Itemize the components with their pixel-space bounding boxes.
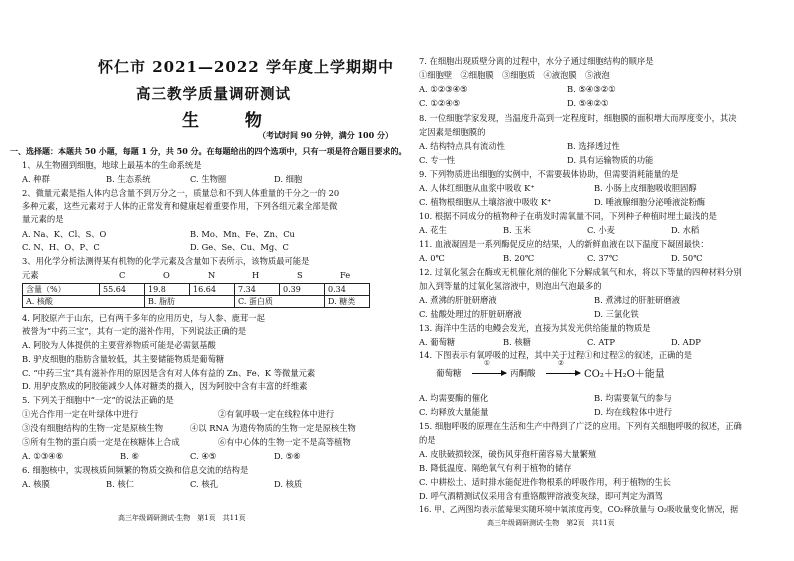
question-14: 14. 下图表示有氧呼吸的过程，其中关于过程①和过程②的叙述，正确的是 — [419, 350, 693, 360]
q1-option-d: D. 细胞 — [274, 174, 303, 184]
table-cell: B. 脂肪 — [145, 296, 235, 308]
q12-option-b: B. 煮沸过的肝脏研磨液 — [594, 295, 681, 305]
q6-option-a: A. 核膜 — [22, 479, 50, 489]
question-8-cont: 定因素是细胞膜的 — [419, 127, 486, 137]
q1-option-b: B. 生态系统 — [106, 174, 151, 184]
table-cell: A. 核酸 — [23, 296, 145, 308]
q7-option-d: D. ⑤④②① — [567, 98, 609, 108]
q5-option-b: B. ⑥ — [120, 451, 139, 461]
question-2: 2、微量元素是指人体内总含量不到万分之一，质量总和不到人体重量的千分之一的 20 — [22, 188, 340, 198]
q14-option-d: D. 均在线粒体中进行 — [594, 407, 673, 417]
question-2-cont: 量元素的是 — [22, 214, 64, 224]
q7-option-b: B. ⑤④③②① — [567, 84, 616, 94]
question-13: 13. 海洋中生活的电鳗会发光，直接为其发光供给能量的物质是 — [419, 323, 651, 333]
q5-statement-3: ③没有细胞结构的生物一定是原核生物 — [22, 423, 164, 433]
q12-option-c: C. 盐酸处理过的肝脏研磨液 — [419, 309, 522, 319]
question-1: 1、从生物圈到细胞，地球上最基本的生命系统是 — [22, 160, 202, 170]
q13-option-d: D. ADP — [671, 337, 701, 347]
question-8: 8. 一位细胞学家发现，当温度升高到一定程度时，细胞膜的面积增大而厚度变小，其决 — [419, 113, 737, 123]
q6-option-c: C. 核孔 — [190, 479, 218, 489]
question-3: 3、用化学分析法测得某有机物的化学元素及含量如下表所示，该物质最可能是 — [22, 256, 310, 266]
table-row — [23, 296, 370, 308]
composition-table — [22, 283, 370, 308]
q14-option-c: C. 均释放大量能量 — [419, 407, 489, 417]
q8-option-a: A. 结构特点具有流动性 — [419, 141, 505, 151]
question-15-cont: 的是 — [419, 435, 436, 445]
question-9: 9. 下列物质进出细胞的实例中，不需要载体协助，但需要消耗能量的是 — [419, 169, 679, 179]
q12-option-d: D. 三氯化铁 — [594, 309, 639, 319]
table-cell: 16.64 — [190, 284, 235, 296]
q11-option-c: C. 37℃ — [587, 253, 619, 263]
q4-option-a: A. 阿胶为人体提供的主要营养物质可能是必需氨基酸 — [22, 340, 216, 350]
table-cell: 19.8 — [145, 284, 190, 296]
q12-option-a: A. 煮沸的肝脏研磨液 — [419, 295, 497, 305]
question-4-cont: 被誉为“中药三宝”，其有一定的滋补作用，下列说法正确的是 — [22, 326, 247, 336]
question-10: 10. 根据不同成分的植物种子在萌发时需氧量不同，下列种子种植时埋土最浅的是 — [419, 211, 717, 221]
q6-option-b: B. 核仁 — [106, 479, 134, 489]
question-15: 15. 细胞呼吸的原理在生活和生产中得到了广泛的应用。下列有关细胞呼吸的叙述，正确 — [419, 421, 742, 431]
q2-option-d: D. Ge、Se、Cu、Mg、C — [190, 242, 289, 252]
q13-option-c: C. ATP — [587, 337, 615, 347]
q5-option-d: D. ⑤⑥ — [274, 451, 301, 461]
q8-option-d: D. 具有运输物质的功能 — [567, 155, 654, 165]
table-cell: D. 糖类 — [325, 296, 370, 308]
page-right — [397, 0, 794, 561]
q14-option-b: B. 均需要氧气的参与 — [594, 393, 672, 403]
pyruvate-label: 丙酮酸 — [510, 369, 536, 379]
q15-option-c: C. 中耕松土、适时排水能促进作物根系的呼吸作用，利于植物的生长 — [419, 477, 671, 487]
q15-option-d: D. 呼气酒精测试仪采用含有重铬酸钾溶液变灰绿，即可判定为酒驾 — [419, 491, 663, 501]
element-n: N — [208, 270, 216, 280]
question-11: 11. 血液凝固是一系列酶促反应的结果，人的新鲜血液在以下温度下凝固最快： — [419, 239, 709, 249]
question-4: 4. 阿胶原产于山东，已有两千多年的应用历史，与人参、鹿茸一起 — [22, 313, 265, 323]
element-fe: Fe — [340, 270, 351, 280]
q2-option-a: A. Na、K、Cl、S、O — [22, 229, 107, 239]
q10-option-b: B. 玉米 — [503, 225, 531, 235]
table-cell: 55.64 — [100, 284, 145, 296]
exam-subject: 生 物 — [182, 111, 282, 131]
exam-title-line1: 怀仁市 2021—2022 学年度上学期期中 — [98, 58, 394, 76]
table-cell: C. 蛋白质 — [235, 296, 325, 308]
q4-option-c: C. “中药三宝”具有滋补作用的原因是含有对人体有益的 Zn、Fe、K 等微量元素 — [22, 368, 316, 378]
element-h: H — [252, 270, 260, 280]
q5-statement-1: ①光合作用一定在叶绿体中进行 — [22, 409, 139, 419]
question-6: 6. 细胞核中，实现核质间频繁的物质交换和信息交流的结构是 — [22, 465, 249, 475]
step2-label: ② — [558, 359, 564, 367]
q10-option-a: A. 花生 — [419, 225, 447, 235]
element-label: 元素 — [22, 270, 39, 280]
page-footer: 高三年级调研测试·生物 第1页 共11页 — [118, 514, 246, 522]
page-footer: 高三年级调研测试·生物 第2页 共11页 — [487, 519, 615, 527]
table-cell: 含量（%） — [23, 284, 100, 296]
q7-option-a: A. ①②③④⑤ — [419, 84, 468, 94]
arrow-step2 — [546, 373, 580, 374]
q10-option-d: D. 水稻 — [671, 225, 700, 235]
element-o: O — [163, 270, 170, 280]
step1-label: ① — [484, 359, 490, 367]
q5-statement-5: ⑤所有生物的蛋白质一定是在核糖体上合成 — [22, 437, 180, 447]
table-cell: 7.34 — [235, 284, 280, 296]
section-heading: 一、选择题：本题共 50 小题，每题 1 分，共 50 分。在每题给出的四个选项中，只有一项是符合题目要求的。 — [10, 146, 407, 156]
q11-option-b: B. 20℃ — [503, 253, 535, 263]
q14-option-a: A. 均需要酶的催化 — [419, 393, 489, 403]
table-row — [23, 284, 370, 296]
q13-option-a: A. 葡萄糖 — [419, 337, 456, 347]
exam-title-line2: 高三教学质量调研测试 — [136, 86, 291, 103]
q10-option-c: C. 小麦 — [587, 225, 615, 235]
question-2-cont: 多种元素，这些元素对于人体的正常发育和健康起着重要作用，下列各组元素全部是微 — [22, 201, 338, 211]
question-12-cont: 加入到等量的过氧化氢溶液中，则泡出气泡最多的 — [419, 281, 602, 291]
q8-option-b: B. 选择透过性 — [567, 141, 620, 151]
question-16: 16. 甲、乙两图均表示蓝莓果实随环境中氧浓度再变，CO₂释放量与 O₂吸收量变化情况，据 — [419, 505, 739, 514]
q15-option-a: A. 皮肤破损较深，破伤风芽孢杆菌容易大量繁殖 — [419, 449, 597, 459]
question-7: 7. 在细胞出现质壁分离的过程中，水分子通过细胞结构的顺序是 — [419, 56, 654, 66]
q15-option-b: B. 降低温度、隔绝氧气有利于植物的储存 — [419, 463, 572, 473]
respiration-diagram — [436, 359, 696, 384]
q4-option-d: D. 用驴皮熬成的阿胶能减少人体对糖类的摄入，因为阿胶中含有丰富的纤维素 — [22, 381, 308, 391]
q5-statement-6: ⑥有中心体的生物一定不是高等植物 — [218, 437, 351, 447]
q9-option-d: D. 唾液腺细胞分泌唾液淀粉酶 — [594, 197, 706, 207]
glucose-label: 葡萄糖 — [436, 369, 462, 379]
q5-statement-4: ④以 RNA 为遗传物质的生物一定是原核生物 — [190, 423, 356, 433]
q6-option-d: D. 核质 — [274, 479, 303, 489]
q9-option-b: B. 小肠上皮细胞吸收胆固醇 — [594, 183, 697, 193]
q9-option-a: A. 人体红细胞从血浆中吸收 K⁺ — [419, 183, 535, 193]
arrow-step1 — [472, 373, 506, 374]
q11-option-a: A. 0℃ — [419, 253, 445, 263]
q2-option-c: C. N、H、O、P、C — [22, 242, 100, 252]
q5-option-c: C. ④⑤ — [190, 451, 217, 461]
element-s: S — [297, 270, 303, 280]
q9-option-c: C. 植物根细胞从土壤溶液中吸收 K⁺ — [419, 197, 552, 207]
element-c: C — [119, 270, 126, 280]
q2-option-b: B. Mo、Mn、Fe、Zn、Cu — [190, 229, 295, 239]
q13-option-b: B. 核糖 — [503, 337, 531, 347]
q5-statement-2: ②有氧呼吸一定在线粒体中进行 — [218, 409, 335, 419]
q4-option-b: B. 驴皮细胞的脂肪含量较低，其主要储能物质是葡萄糖 — [22, 354, 225, 364]
q7-option-c: C. ①②④⑤ — [419, 98, 461, 108]
products-label: CO₂＋H₂O＋能量 — [584, 369, 665, 380]
q7-structures: ①细胞壁 ②细胞膜 ③细胞质 ④液泡膜 ⑤液泡 — [419, 70, 610, 80]
q1-option-c: C. 生物圈 — [190, 174, 227, 184]
table-cell: 0.34 — [325, 284, 370, 296]
exam-note: （考试时间 90 分钟，满分 100 分） — [258, 130, 393, 140]
table-cell: 0.39 — [280, 284, 325, 296]
q11-option-d: D. 50℃ — [671, 253, 703, 263]
question-5: 5. 下列关于细胞中“一定”的说法正确的是 — [22, 395, 174, 405]
question-12: 12. 过氧化氢会在酶或无机催化剂的催化下分解成氧气和水，将以下等量的四种材料分别 — [419, 267, 742, 277]
q5-option-a: A. ①③④⑥ — [22, 451, 64, 461]
q8-option-c: C. 专一性 — [419, 155, 456, 165]
q1-option-a: A. 种群 — [22, 174, 50, 184]
